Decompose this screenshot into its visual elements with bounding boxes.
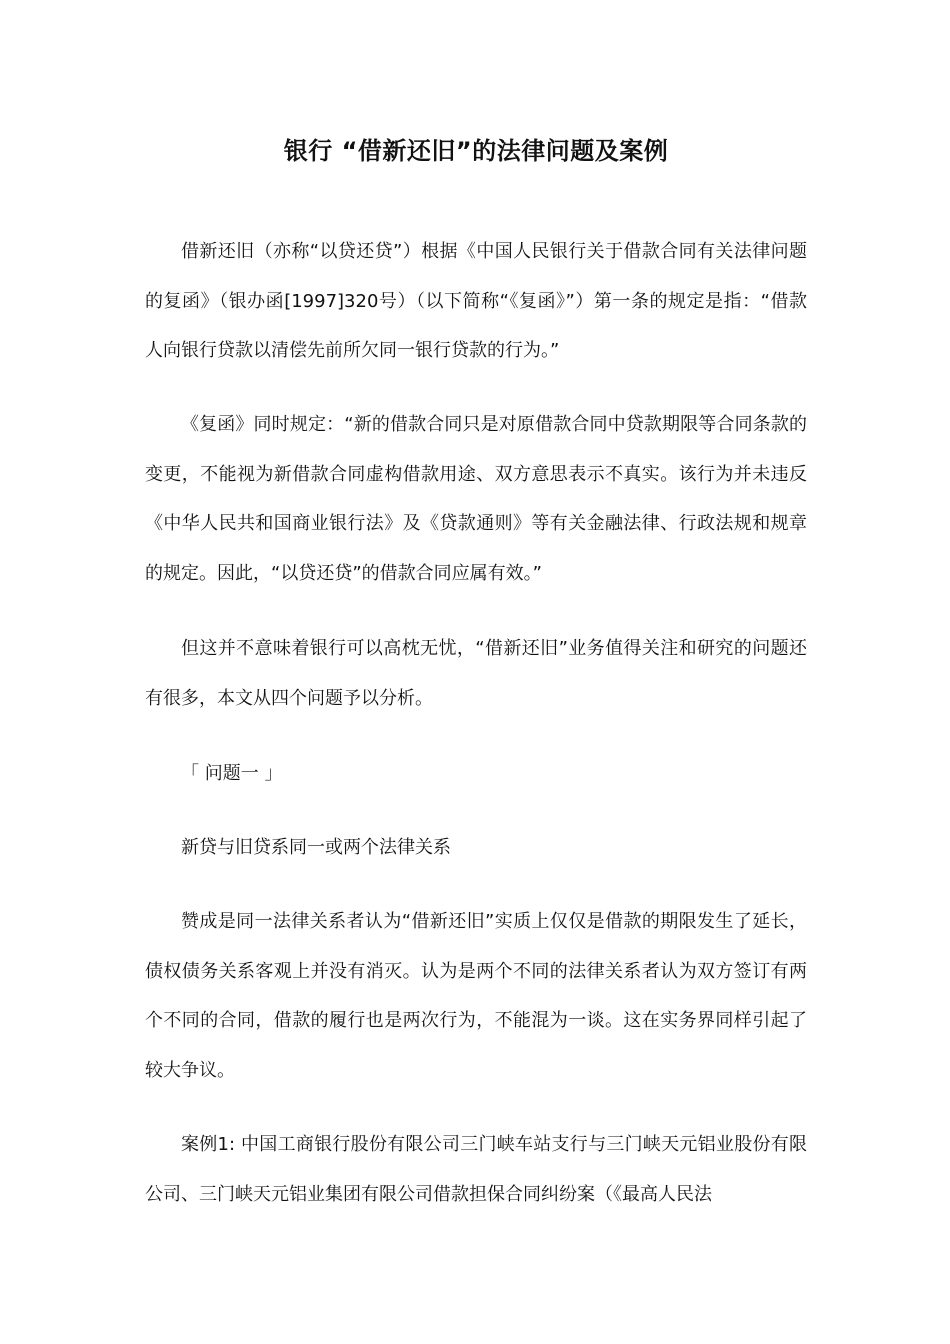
paragraph-reply-letter: 《复函》同时规定：“新的借款合同只是对原借款合同中贷款期限等合同条款的变更，不能视为新借款合同虚构借款用途、双方意思表示不真实。该行为并未违反《中华人民共和国商业银行法》及《贷款通则》等有关金融法律、行政法规和规章的规定。因此，“以贷还贷”的借款合同应属有效。” — [145, 414, 807, 584]
paragraph-definition: 借新还旧（亦称“以贷还贷”）根据《中国人民银行关于借款合同有关法律问题的复函》（银办函[1997]320号）（以下简称“《复函》”）第一条的规定是指：“借款人向银行贷款以清偿先前所欠同一银行贷款的行为。” — [145, 241, 807, 361]
document-title: 银行 “借新还旧”的法律问题及案例 — [283, 137, 669, 165]
section-subheading: 新贷与旧贷系同一或两个法律关系 — [181, 837, 451, 858]
paragraph-intro-issues: 但这并不意味着银行可以高枕无忧，“借新还旧”业务值得关注和研究的问题还有很多，本文从四个问题予以分析。 — [145, 638, 807, 709]
paragraph-legal-relationship: 赞成是同一法律关系者认为“借新还旧”实质上仅仅是借款的期限发生了延长，债权债务关系客观上并没有消灭。认为是两个不同的法律关系者认为双方签订有两个不同的合同，借款的履行也是两次行为，不能混为一谈。这在实务界同样引起了较大争议。 — [145, 911, 807, 1081]
section-heading-issue-one: 「 问题一 」 — [181, 763, 283, 784]
paragraph-case-one: 案例1: 中国工商银行股份有限公司三门峡车站支行与三门峡天元铝业股份有限公司、三门峡天元铝业集团有限公司借款担保合同纠纷案（《最高人民法 — [145, 1134, 807, 1205]
